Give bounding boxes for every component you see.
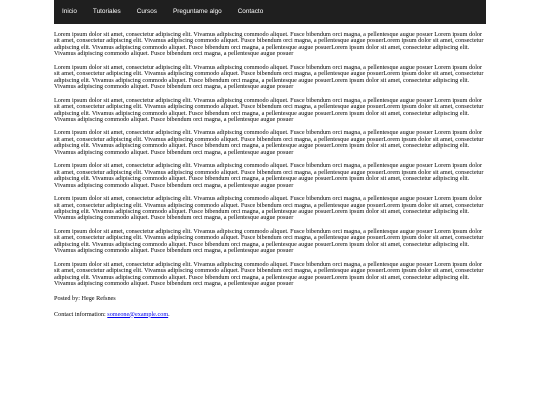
body-paragraph: Lorem ipsum dolor sit amet, consectetur adipiscing elit. Vivamus adipiscing commodo aliquet. Fusce bibendum orci magna, a pellentesque augue posuer Lorem ipsum dolor sit amet, consectetur adipiscing elit. Vivamus adipiscing commodo aliquet. Fusce bibendum orci magna, a pellentesque augue posuerLorem ipsum dolor sit amet, consectetur adipiscing elit. Vivamus adipiscing commodo aliquet. Fusce bibendum orci magna, a pellentesque augue posuerLorem ipsum dolor sit amet, consectetur adipiscing elit. Vivamus adipiscing commodo aliquet. Fusce bibendum orci magna, a pellentesque augue posuer — [54, 129, 484, 156]
contact-information — [54, 311, 486, 318]
top-navigation-bar — [54, 0, 486, 24]
contact-email-link[interactable]: someone@example.com — [107, 310, 169, 318]
body-paragraph: Lorem ipsum dolor sit amet, consectetur adipiscing elit. Vivamus adipiscing commodo aliquet. Fusce bibendum orci magna, a pellentesque augue posuer Lorem ipsum dolor sit amet, consectetur adipiscing elit. Vivamus adipiscing commodo aliquet. Fusce bibendum orci magna, a pellentesque augue posuerLorem ipsum dolor sit amet, consectetur adipiscing elit. Vivamus adipiscing commodo aliquet. Fusce bibendum orci magna, a pellentesque augue posuerLorem ipsum dolor sit amet, consectetur adipiscing elit. Vivamus adipiscing commodo aliquet. Fusce bibendum orci magna, a pellentesque augue posuer — [54, 96, 484, 123]
body-paragraph: Lorem ipsum dolor sit amet, consectetur adipiscing elit. Vivamus adipiscing commodo aliquet. Fusce bibendum orci magna, a pellentesque augue posuer Lorem ipsum dolor sit amet, consectetur adipiscing elit. Vivamus adipiscing commodo aliquet. Fusce bibendum orci magna, a pellentesque augue posuerLorem ipsum dolor sit amet, consectetur adipiscing elit. Vivamus adipiscing commodo aliquet. Fusce bibendum orci magna, a pellentesque augue posuerLorem ipsum dolor sit amet, consectetur adipiscing elit. Vivamus adipiscing commodo aliquet. Fusce bibendum orci magna, a pellentesque augue posuer — [54, 260, 484, 288]
body-paragraph: Lorem ipsum dolor sit amet, consectetur adipiscing elit. Vivamus adipiscing commodo aliquet. Fusce bibendum orci magna, a pellentesque augue posuer Lorem ipsum dolor sit amet, consectetur adipiscing elit. Vivamus adipiscing commodo aliquet. Fusce bibendum orci magna, a pellentesque augue posuerLorem ipsum dolor sit amet, consectetur adipiscing elit. Vivamus adipiscing commodo aliquet. Fusce bibendum orci magna, a pellentesque augue posuerLorem ipsum dolor sit amet, consectetur adipiscing elit. Vivamus adipiscing commodo aliquet. Fusce bibendum orci magna, a pellentesque augue posuer — [54, 227, 484, 255]
body-paragraph: Lorem ipsum dolor sit amet, consectetur adipiscing elit. Vivamus adipiscing commodo aliquet. Fusce bibendum orci magna, a pellentesque augue posuer Lorem ipsum dolor sit amet, consectetur adipiscing elit. Vivamus adipiscing commodo aliquet. Fusce bibendum orci magna, a pellentesque augue posuerLorem ipsum dolor sit amet, consectetur adipiscing elit. Vivamus adipiscing commodo aliquet. Fusce bibendum orci magna, a pellentesque augue posuerLorem ipsum dolor sit amet, consectetur adipiscing elit. Vivamus adipiscing commodo aliquet. Fusce bibendum orci magna, a pellentesque augue posuer — [54, 162, 484, 189]
nav-link-inicio[interactable]: Inicio — [62, 8, 77, 15]
nav-link-cursos[interactable]: Cursos — [136, 8, 157, 15]
posted-by-text: Posted by: Hege Refsnes — [54, 294, 116, 302]
nav-link-tutoriales[interactable]: Tutoriales — [92, 8, 121, 15]
nav-link-preguntame-algo[interactable]: Preguntame algo — [173, 8, 222, 15]
body-paragraph: Lorem ipsum dolor sit amet, consectetur adipiscing elit. Vivamus adipiscing commodo aliquet. Fusce bibendum orci magna, a pellentesque augue posuer Lorem ipsum dolor sit amet, consectetur adipiscing elit. Vivamus adipiscing commodo aliquet. Fusce bibendum orci magna, a pellentesque augue posuerLorem ipsum dolor sit amet, consectetur adipiscing elit. Vivamus adipiscing commodo aliquet. Fusce bibendum orci magna, a pellentesque augue posuerLorem ipsum dolor sit amet, consectetur adipiscing elit. Vivamus adipiscing commodo aliquet. Fusce bibendum orci magna, a pellentesque augue posuer — [54, 195, 484, 222]
body-paragraph: Lorem ipsum dolor sit amet, consectetur adipiscing elit. Vivamus adipiscing commodo aliquet. Fusce bibendum orci magna, a pellentesque augue posuer Lorem ipsum dolor sit amet, consectetur adipiscing elit. Vivamus adipiscing commodo aliquet. Fusce bibendum orci magna, a pellentesque augue posuerLorem ipsum dolor sit amet, consectetur adipiscing elit. Vivamus adipiscing commodo aliquet. Fusce bibendum orci magna, a pellentesque augue posuerLorem ipsum dolor sit amet, consectetur adipiscing elit. Vivamus adipiscing commodo aliquet. Fusce bibendum orci magna, a pellentesque augue posuer — [54, 63, 484, 91]
nav-link-contacto[interactable]: Contacto — [237, 8, 264, 15]
contact-label: Contact information: — [54, 310, 108, 318]
body-paragraph: Lorem ipsum dolor sit amet, consectetur adipiscing elit. Vivamus adipiscing commodo aliquet. Fusce bibendum orci magna, a pellentesque augue posuer Lorem ipsum dolor sit amet, consectetur adipiscing elit. Vivamus adipiscing commodo aliquet. Fusce bibendum orci magna, a pellentesque augue posuerLorem ipsum dolor sit amet, consectetur adipiscing elit. Vivamus adipiscing commodo aliquet. Fusce bibendum orci magna, a pellentesque augue posuerLorem ipsum dolor sit amet, consectetur adipiscing elit. Vivamus adipiscing commodo aliquet. Fusce bibendum orci magna, a pellentesque augue posuer — [54, 31, 484, 58]
main-content — [54, 32, 486, 318]
contact-end: . — [168, 310, 170, 318]
